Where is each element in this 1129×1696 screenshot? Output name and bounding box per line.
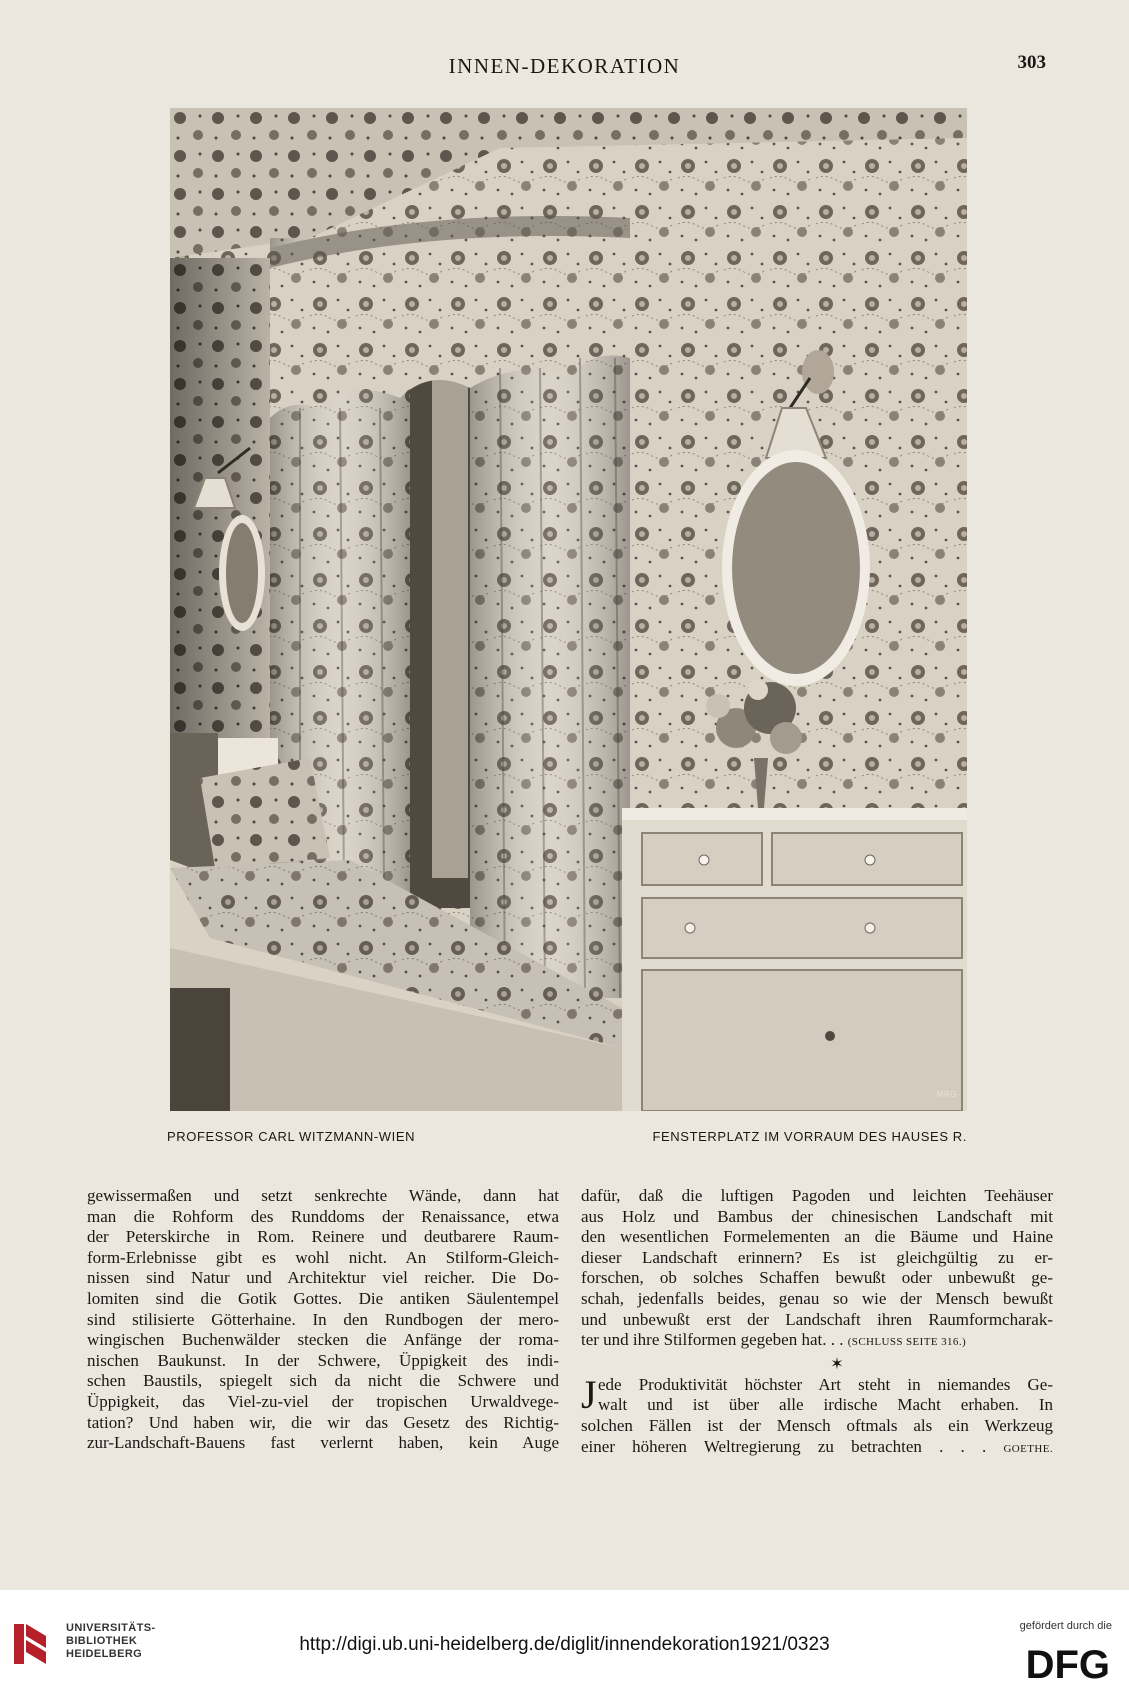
text-line: tation? Und haben wir, die wir das Gesetz des Richtig- — [87, 1412, 559, 1432]
page-number: 303 — [1017, 52, 1046, 73]
photographer-monogram: MRG — [936, 1090, 957, 1099]
text-line: den wesentlichen Formelementen an die Bäume und Haine — [581, 1227, 1053, 1247]
text-line: sind stilisierte Götterhaine. In den Rundbogen der mero- — [87, 1309, 559, 1329]
text-line-final — [581, 1330, 1053, 1353]
text-line: nissen sind Natur und Architektur viel reicher. Die Do- — [87, 1268, 559, 1288]
interior-photograph — [170, 108, 967, 1111]
quote-line: walt und ist über alle irdische Macht erhaben. In — [598, 1395, 1053, 1415]
section-separator-star: ✶ — [830, 1355, 844, 1373]
funding-label: gefördert durch die — [1019, 1620, 1112, 1632]
text-line: lomiten sind die Gotik Gottes. Die antiken Säulentempel — [87, 1288, 559, 1308]
goethe-quote — [581, 1371, 1053, 1459]
text-line: schen Baustils, spiegelt sich da nicht die Schwere und — [87, 1371, 559, 1391]
text-line: dafür, daß die luftigen Pagoden und leichten Teehäuser — [581, 1186, 1053, 1205]
oval-mirror-right — [722, 450, 870, 686]
quote-line: solchen Fällen ist der Mensch oftmals als ein Werkzeug — [581, 1415, 1053, 1435]
text-line: gewissermaßen und setzt senkrechte Wände, dann hat — [87, 1186, 559, 1205]
chest-of-drawers — [622, 808, 967, 1111]
text-line: schah, jedenfalls beides, genau so wie der Mensch bewußt — [581, 1288, 1053, 1308]
text-line: forschen, ob solches Schaffen bewußt oder unbewußt ge- — [581, 1268, 1053, 1288]
text-line: form-Erlebnisse gibt es wohl nicht. An Stilform-Gleich- — [87, 1247, 559, 1267]
dfg-logo-text: DFG — [1025, 1643, 1110, 1682]
text-line: dieser Landschaft erinnern? Es ist gleichgültig zu er- — [581, 1247, 1053, 1267]
running-title: INNEN-DEKORATION — [448, 54, 681, 78]
library-name-line: UNIVERSITÄTS- — [66, 1622, 156, 1634]
digitization-footer — [0, 1590, 1129, 1696]
text-line: Üppigkeit, das Viel-zu-viel der tropischen Urwaldvege- — [87, 1391, 559, 1411]
library-name-line: BIBLIOTHEK — [66, 1635, 138, 1647]
text-line: aus Holz und Bambus der chinesischen Landschaft mit — [581, 1206, 1053, 1226]
text-line: man die Rohform des Runddoms der Renaissance, etwa — [87, 1206, 559, 1226]
quote-author: GOETHE. — [1003, 1442, 1053, 1455]
article-closing-text: ter und ihre Stilformen gegeben hat. . . — [581, 1330, 844, 1350]
caption-title: FENSTERPLATZ IM VORRAUM DES HAUSES R. — [652, 1129, 967, 1144]
oval-mirror-left — [219, 515, 265, 631]
continuation-note: (SCHLUSS SEITE 316.) — [847, 1336, 967, 1349]
permalink-url[interactable]: http://digi.ub.uni-heidelberg.de/diglit/innendekoration1921/0323 — [299, 1634, 830, 1655]
text-line: wingischen Buchenwälder stecken die Anfänge der roma- — [87, 1330, 559, 1350]
text-line: der Peterskirche in Rom. Reinere und deutbarere Raum- — [87, 1227, 559, 1247]
quote-line-final — [581, 1437, 1053, 1460]
caption-designer: PROFESSOR CARL WITZMANN-WIEN — [167, 1129, 416, 1144]
right-text-column — [581, 1186, 1053, 1459]
photo-illustration — [170, 108, 967, 1111]
quote-line: ede Produktivität höchster Art steht in niemandes Ge- — [598, 1374, 1053, 1394]
dfg-logo-icon — [1002, 1642, 1112, 1682]
text-line: und unbewußt erst der Landschaft ihren Raumformcharak- — [581, 1309, 1053, 1329]
text-line: nischen Baukunst. In der Schwere, Üppigkeit des indi- — [87, 1350, 559, 1370]
quote-drop-cap: J — [581, 1371, 597, 1417]
left-text-column — [87, 1186, 559, 1454]
text-line: zur-Landschaft-Bauens fast verlernt haben, kein Auge — [87, 1433, 559, 1453]
library-name-line: HEIDELBERG — [66, 1648, 143, 1660]
quote-closing-text: einer höheren Weltregierung zu betrachten . . . — [581, 1436, 987, 1456]
